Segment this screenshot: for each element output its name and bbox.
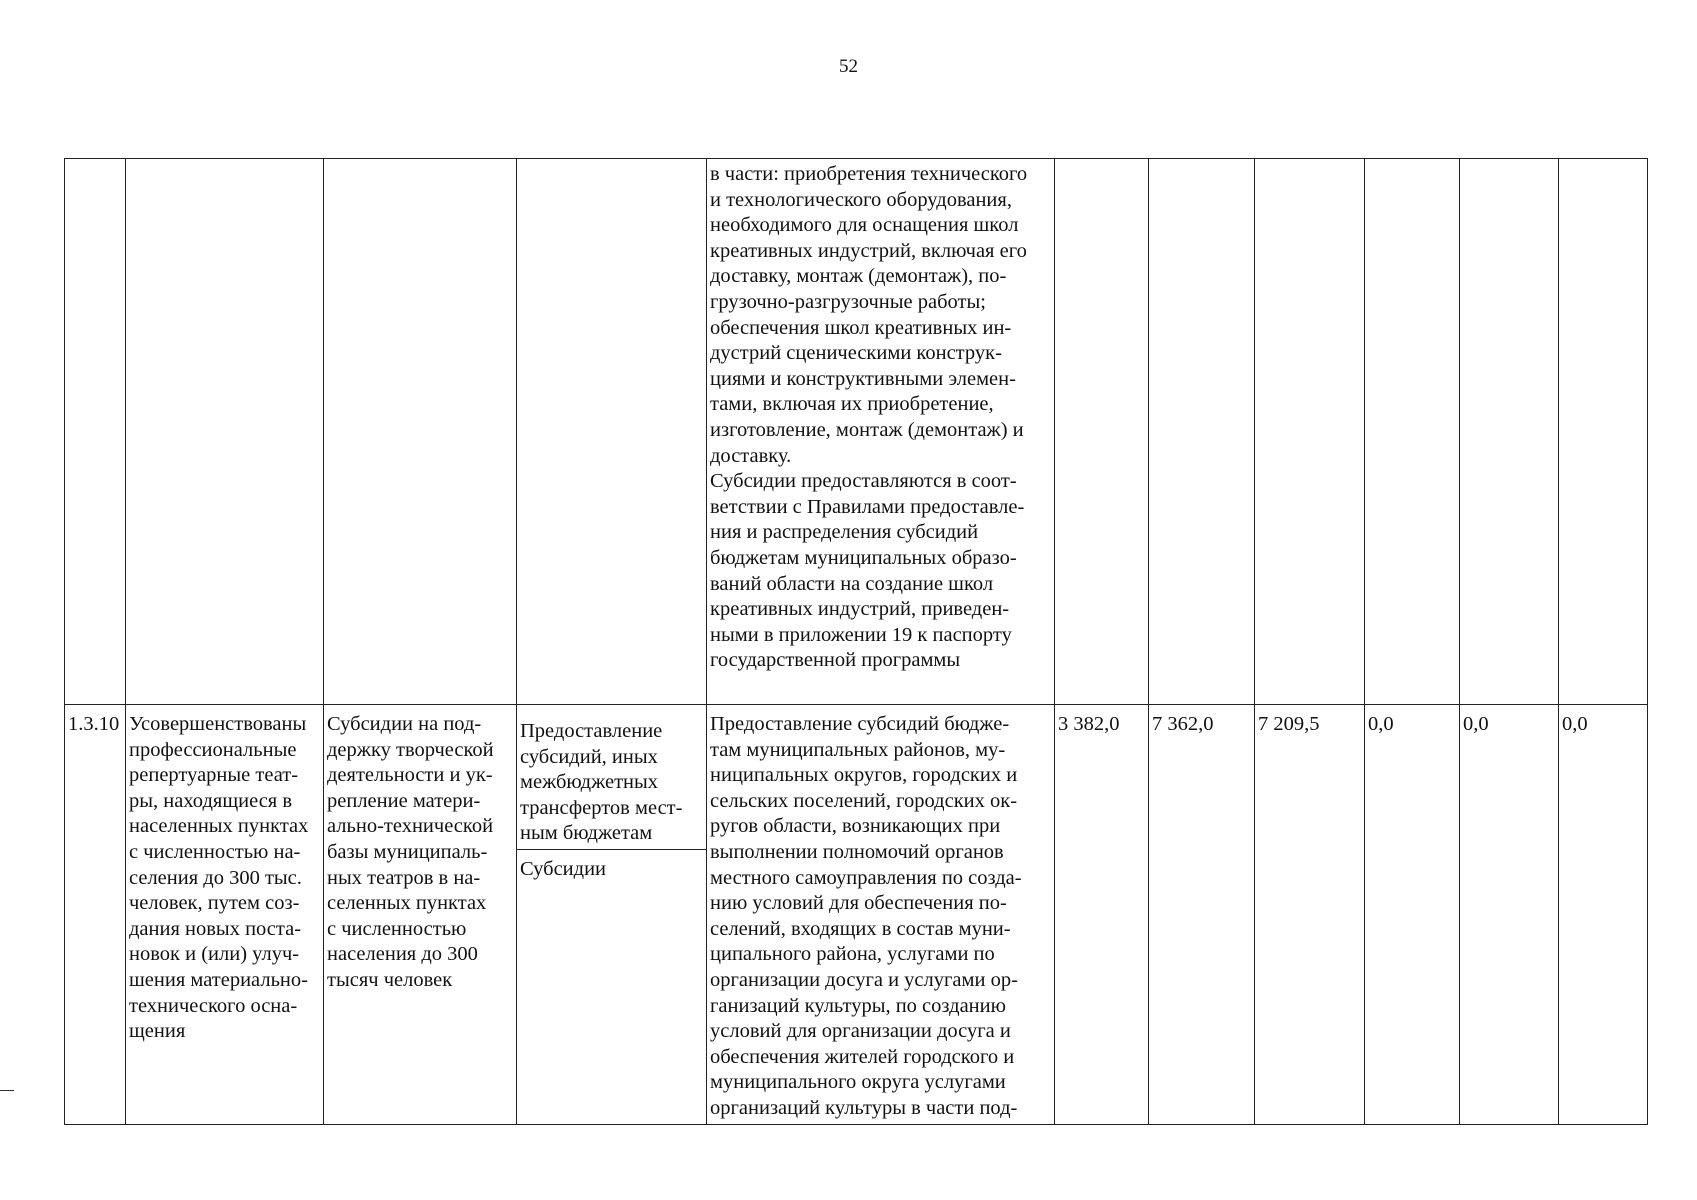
cell-measure (324, 705, 517, 1125)
description-continuation-text: в части: приобретения технического и технологического оборудования, необходимого для оснащения школ креативных индустрий, включая его доставку, монтаж (демонтаж), по- грузочно-разгрузочные работы; обеспечения школ креативных ин- дустрий сценическими конструк- циями и конструктивными элемен- тами, включая их приобретение, изготовление, монтаж (демонтаж) и доставку. Субсидии предоставляются в соот- ветствии с Правилами предоставле- ния и распределения субсидий бюджетам муниципальных образо- ваний области на создание школ креативных индустрий, приведен- ными в приложении 19 к паспорту государственной программы (710, 163, 1028, 672)
value-1: 3 382,0 (1058, 713, 1120, 735)
cell-description (707, 705, 1055, 1125)
cell-value-empty (1559, 159, 1648, 705)
cell-value-1 (1055, 705, 1149, 1125)
cell-value-empty (1255, 159, 1365, 705)
cell-value-2 (1149, 705, 1255, 1125)
cell-result (126, 705, 324, 1125)
page-number: 52 (839, 56, 858, 77)
description-text: Предоставление субсидий бюдже- там муниципальных районов, му- ниципальных округов, городских и сельских поселений, городских ок- ругов области, возникающих при выполнении полномочий органов местного самоуправления по созда- нию условий для обеспечения по- селений, входящих в состав муни- ципального района, услугами по организации досуга и услугами ор- ганизаций культуры, по созданию условий для организации досуга и обеспечения жителей городского и муниципального округа услугами организаций культуры в части под- (710, 713, 1022, 1119)
cell-type-empty (517, 159, 707, 705)
cell-result-empty (126, 159, 324, 705)
type-primary-cell (517, 712, 706, 849)
cell-value-3 (1255, 705, 1365, 1125)
cell-value-empty (1055, 159, 1149, 705)
cell-number-empty (65, 159, 126, 705)
cell-value-empty (1460, 159, 1559, 705)
measure-text: Субсидии на под- держку творческой деятельности и ук- репление матери- ально-технической базы муниципаль- ных театров в на- селенных пунктах с численностью населения до 300 тысяч человек (327, 713, 494, 991)
cell-value-4 (1365, 705, 1460, 1125)
cell-measure-empty (324, 159, 517, 705)
cell-value-6 (1559, 705, 1648, 1125)
type-secondary-text: Субсидии (520, 857, 607, 880)
value-4: 0,0 (1368, 713, 1394, 735)
cell-description-continuation (707, 159, 1055, 705)
cell-value-empty (1149, 159, 1255, 705)
value-3: 7 209,5 (1258, 713, 1320, 735)
type-subtable (517, 712, 706, 883)
cell-value-empty (1365, 159, 1460, 705)
table-row-continuation (65, 159, 1648, 705)
program-measures-table (64, 158, 1648, 1125)
table-row-1-3-10 (65, 705, 1648, 1125)
type-secondary-cell (517, 849, 706, 882)
value-2: 7 362,0 (1152, 713, 1214, 735)
value-6: 0,0 (1562, 713, 1588, 735)
value-5: 0,0 (1463, 713, 1489, 735)
row-number: 1.3.10 (68, 713, 120, 735)
type-primary-text: Предоставление субсидий, иных межбюджетных трансфертов мест- ным бюджетам (520, 720, 683, 845)
cell-type (517, 705, 707, 1125)
cell-value-5 (1460, 705, 1559, 1125)
cell-number (65, 705, 126, 1125)
result-text: Усовершенствованы профессиональные репертуарные теат- ры, находящиеся в населенных пунктах с численностью на- селения до 300 тыс. человек, путем соз- дания новых поста- новок и (или) улуч- шения материально- технического осна- щения (129, 713, 309, 1043)
scan-edge-mark (0, 1090, 14, 1091)
